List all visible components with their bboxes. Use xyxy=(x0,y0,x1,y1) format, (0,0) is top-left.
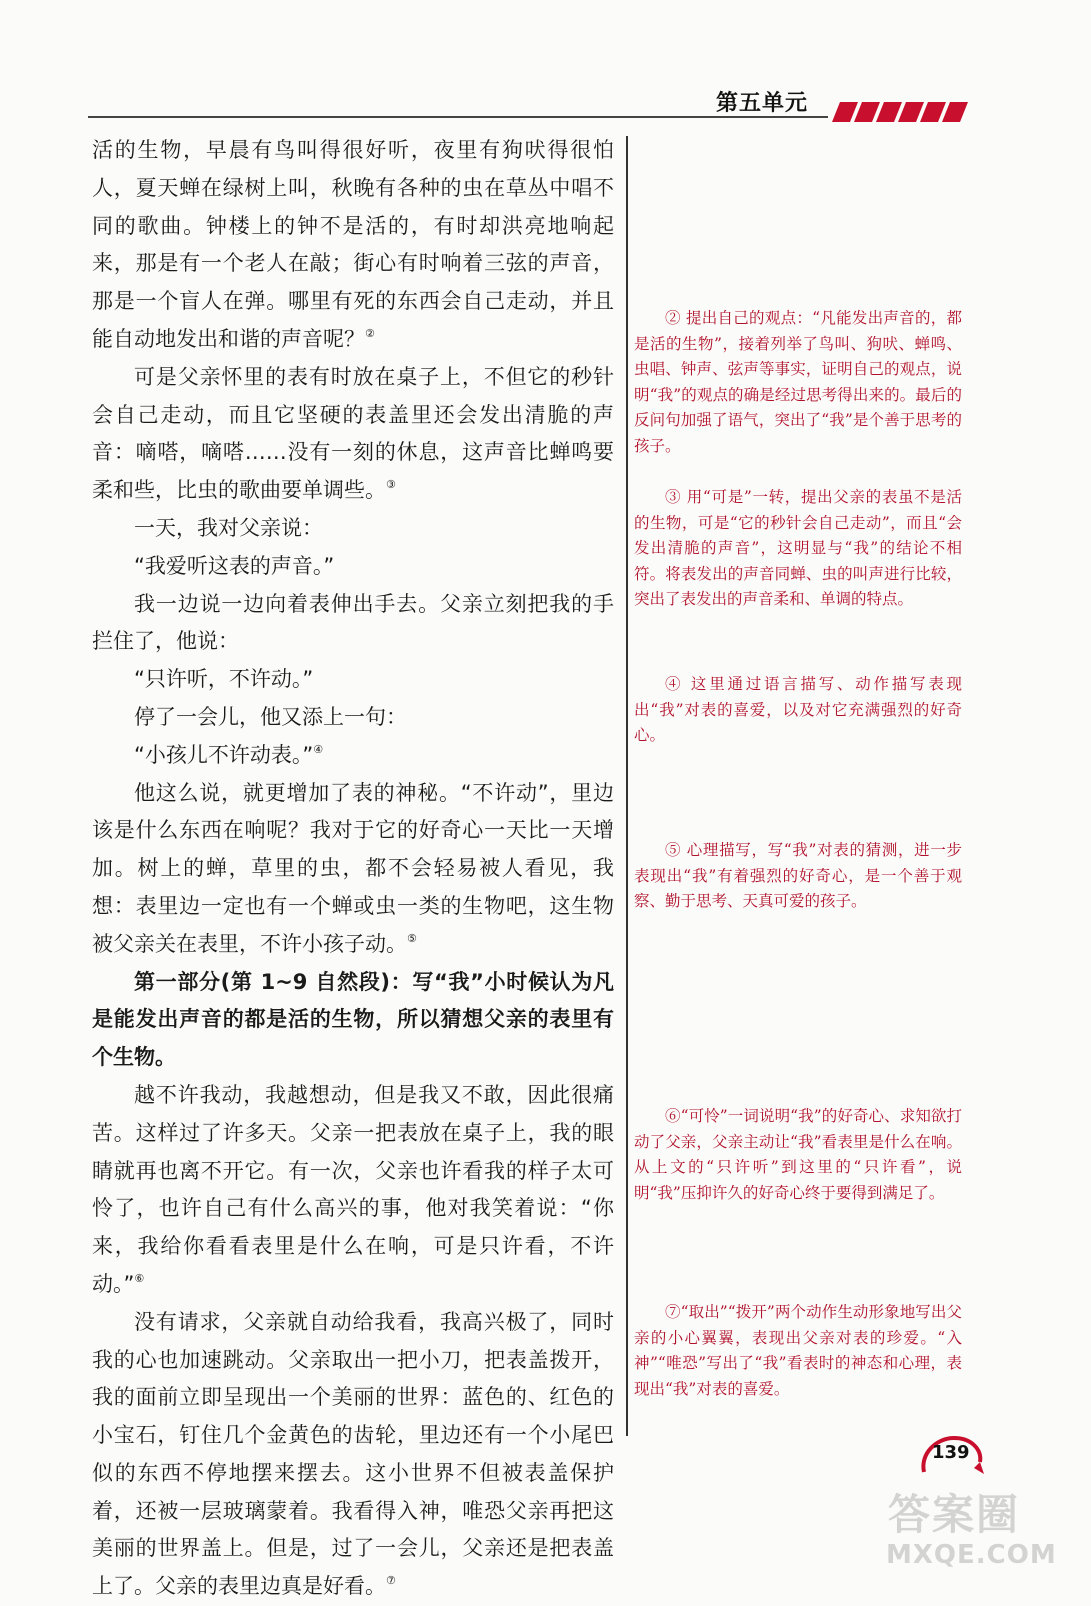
header-rule xyxy=(88,116,828,118)
paragraph: 一天，我对父亲说： xyxy=(134,515,323,540)
annotation-mark: ② xyxy=(365,326,375,340)
paragraph: “我爱听这表的声音。” xyxy=(134,553,335,578)
paragraph: 活的生物，早晨有鸟叫得很好听，夜里有狗吠得很怕人，夏天蝉在绿树上叫，秋晚有各种的虫在草丛中唱不同的歌曲。钟楼上的钟不是活的，有时却洪亮地响起来，那是有一个老人在敲；街心有时响着三弦的声音，那是一个盲人在弹。哪里有死的东西会自己走动，并且能自动地发出和谐的声音呢？② xyxy=(92,138,614,351)
annotation-mark: ④ xyxy=(313,742,324,756)
paragraph: 可是父亲怀里的表有时放在桌子上，不但它的秒针会自己走动，而且它坚硬的表盖里还会发出清脆的声音：嘀嗒，嘀嗒……没有一刻的休息，这声音比蝉鸣要柔和些，比虫的歌曲要单调些。③ xyxy=(92,364,614,503)
column-divider xyxy=(626,136,628,1436)
paragraph: 我一边说一边向着表伸出手去。父亲立刻把我的手拦住了，他说： xyxy=(92,591,614,654)
annotation-mark: ⑦ xyxy=(386,1574,396,1588)
section-summary: 第一部分(第 1~9 自然段)：写“我”小时候认为凡是能发出声音的都是活的生物，所以猜想父亲的表里有个生物。 xyxy=(92,969,614,1070)
annotation-note-7: ⑦“取出”“拨开”两个动作生动形象地写出父亲的小心翼翼，表现出父亲对表的珍爱。“入神”“唯恐”写出了“我”看表时的神态和心理，表现出“我”对表的喜爱。 xyxy=(634,1303,962,1398)
annotation-mark: ③ xyxy=(386,478,396,492)
annotation-note-3: ③ 用“可是”一转，提出父亲的表虽不是活的生物，可是“它的秒针会自己走动”，而且“会发出清脆的声音”，这明显与“我”的结论不相符。将表发出的声音同蝉、虫的叫声进行比较，突出了表发出的声音柔和、单调的特点。 xyxy=(634,488,962,609)
watermark-logo-text: 答案圈 xyxy=(888,1490,1021,1539)
watermark-site-text: MXQE.COM xyxy=(886,1540,1057,1570)
page-number-badge xyxy=(918,1434,988,1480)
paragraph: 没有请求，父亲就自动给我看，我高兴极了，同时我的心也加速跳动。父亲取出一把小刀，把表盖拨开，我的面前立即呈现出一个美丽的世界：蓝色的、红色的小宝石，钉住几个金黄色的齿轮，里边还有一个小尾巴似的东西不停地摆来摆去。这小世界不但被表盖保护着，还被一层玻璃蒙着。我看得入神，唯恐父亲再把这美丽的世界盖上。但是，过了一会儿，父亲还是把表盖上了。父亲的表里边真是好看。⑦ xyxy=(92,1309,614,1599)
main-text-column xyxy=(92,132,614,1606)
page-number: 139 xyxy=(932,1442,970,1463)
paragraph: “小孩儿不许动表。”④ xyxy=(134,742,324,767)
unit-title: 第五单元 xyxy=(716,91,809,116)
watermark xyxy=(880,1480,1080,1590)
annotation-note-5: ⑤ 心理描写，写“我”对表的猜测，进一步表现出“我”有着强烈的好奇心，是一个善于观察、勤于思考、天真可爱的孩子。 xyxy=(634,841,962,911)
annotation-note-6: ⑥“可怜”一词说明“我”的好奇心、求知欲打动了父亲，父亲主动让“我”看表里是什么在响。从上文的“只许听”到这里的“只许看”，说明“我”压抑许久的好奇心终于要得到满足了。 xyxy=(634,1107,962,1202)
annotation-note-4: ④ 这里通过语言描写、动作描写表现出“我”对表的喜爱，以及对它充满强烈的好奇心。 xyxy=(634,675,962,745)
paragraph: 停了一会儿，他又添上一句： xyxy=(134,704,407,729)
paragraph: 越不许我动，我越想动，但是我又不敢，因此很痛苦。这样过了许多天。父亲一把表放在桌子上，我的眼睛就再也离不开它。有一次，父亲也许看我的样子太可怜了，也许自己有什么高兴的事，他对我笑着说：“你来，我给你看看表里是什么在响，可是只许看，不许动。”⑥ xyxy=(92,1082,614,1296)
annotation-mark: ⑤ xyxy=(407,931,417,945)
annotation-note-2: ② 提出自己的观点：“凡能发出声音的，都是活的生物”，接着列举了鸟叫、狗吠、蝉鸣、虫唱、钟声、弦声等事实，证明自己的观点，说明“我”的观点的确是经过思考得出来的。最后的反问句加强了语气，突出了“我”是个善于思考的孩子。 xyxy=(634,309,962,455)
paragraph: 他这么说，就更增加了表的神秘。“不许动”，里边该是什么东西在响呢？我对于它的好奇心一天比一天增加。树上的蝉，草里的虫，都不会轻易被人看见，我想：表里边一定也有一个蝉或虫一类的生物吧，这生物被父亲关在表里，不许小孩子动。⑤ xyxy=(92,780,614,956)
annotation-mark: ⑥ xyxy=(134,1271,145,1285)
paragraph: “只许听，不许动。” xyxy=(134,667,314,692)
header-stripes-decoration xyxy=(830,102,970,122)
